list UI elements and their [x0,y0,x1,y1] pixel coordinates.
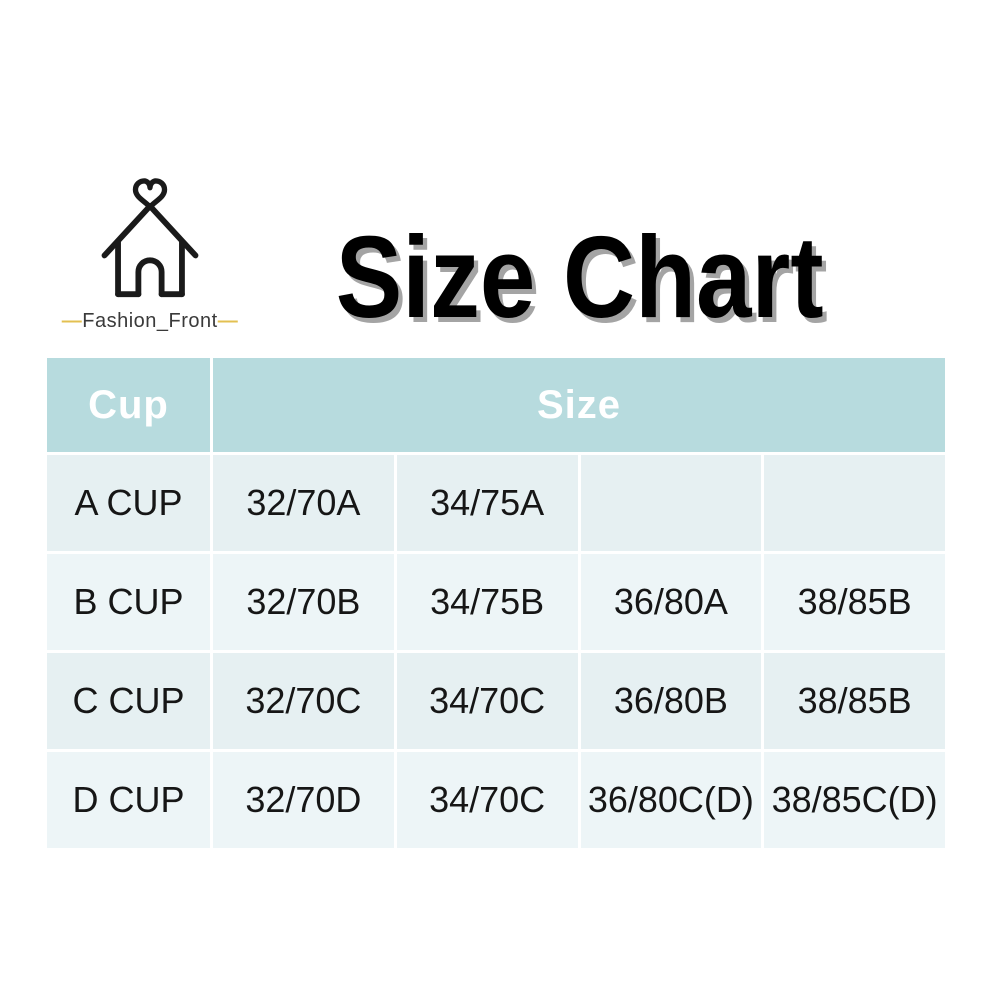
brand-left-dash: — [61,310,83,332]
size-cell: 34/70C [397,653,578,749]
brand-name [60,310,240,333]
size-cell: 32/70C [213,653,394,749]
brand-text: Fashion_Front [82,310,218,332]
size-cell [581,455,762,551]
size-cell: 34/70C [397,752,578,848]
cup-label-cell: B CUP [47,554,210,650]
cup-label-cell: C CUP [47,653,210,749]
size-cell: 36/80A [581,554,762,650]
size-table [47,358,945,848]
size-cell: 38/85B [764,653,945,749]
house-with-heart-icon [87,178,213,300]
size-cell: 34/75A [397,455,578,551]
size-cell: 32/70D [213,752,394,848]
size-cell: 36/80C(D) [581,752,762,848]
size-cell [764,455,945,551]
brand-right-dash: — [217,310,239,332]
size-cell: 36/80B [581,653,762,749]
cup-label-cell: A CUP [47,455,210,551]
size-column-header: Size [213,358,945,452]
brand-logo [60,178,240,333]
size-cell: 34/75B [397,554,578,650]
cup-column-header: Cup [47,358,210,452]
page-title-text: Size Chart [336,211,824,342]
size-cell: 38/85B [764,554,945,650]
page-title [230,211,930,342]
size-cell: 38/85C(D) [764,752,945,848]
size-cell: 32/70B [213,554,394,650]
cup-label-cell: D CUP [47,752,210,848]
size-cell: 32/70A [213,455,394,551]
